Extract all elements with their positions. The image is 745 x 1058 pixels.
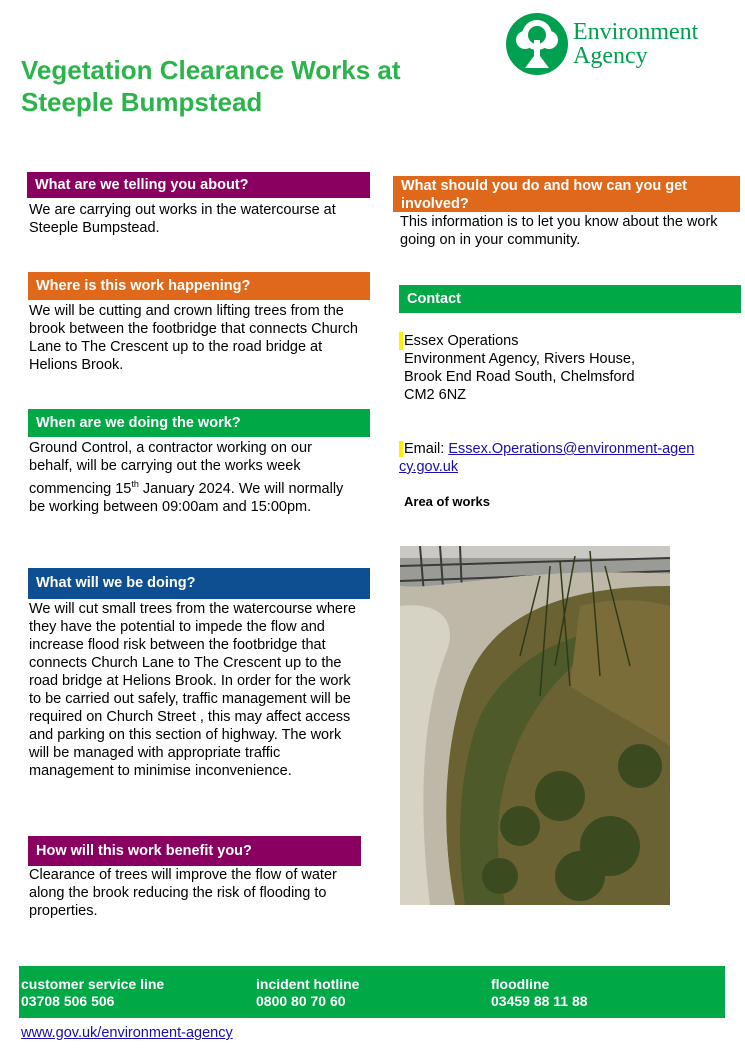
section-heading-should: What should you do and how can you get involved? xyxy=(393,176,740,212)
address-line-2: Environment Agency, Rivers House, xyxy=(404,351,636,367)
incident-hotline-number: 0800 80 70 60 xyxy=(256,993,346,1009)
customer-service-line xyxy=(21,976,164,1010)
contact-email xyxy=(399,440,699,476)
section-heading-where: Where is this work happening? xyxy=(28,272,370,300)
floodline xyxy=(491,976,588,1010)
tree-logo-icon xyxy=(505,12,569,76)
logo-line-1: Environment xyxy=(573,19,699,45)
contact-address xyxy=(399,332,719,404)
section-body-benefit: Clearance of trees will improve the flow of water along the brook reducing the risk of flooding to properties. xyxy=(29,867,337,919)
area-of-works-heading: Area of works xyxy=(404,494,490,509)
section-body-doing: We will cut small trees from the watercourse where they have the potential to impede the flow and increase flood risk between the footbridge that connects Church Lane to The Crescent up to the road bridge at Helions Brook. In order for the work to be carried out safely, traffic management will be required on Church Street , this may affect access and parking on this section of highway. The work will be managed with appropriate traffic management to minimise inconvenience. xyxy=(29,601,356,779)
section-heading-contact: Contact xyxy=(399,285,741,313)
section-heading-benefit: How will this work benefit you? xyxy=(28,836,361,866)
website-link[interactable]: www.gov.uk/environment-agency xyxy=(21,1025,233,1041)
customer-service-number: 03708 506 506 xyxy=(21,993,115,1009)
email-label: Email: xyxy=(399,441,448,457)
section-body-where: We will be cutting and crown lifting trees from the brook between the footbridge that connects Church Lane to The Crescent up to the road bridge at Helions Brook. xyxy=(29,303,358,373)
floodline-number: 03459 88 11 88 xyxy=(491,993,588,1009)
area-of-works-photo xyxy=(400,546,670,905)
section-heading-doing: What will we be doing? xyxy=(28,568,370,599)
section-body-telling: We are carrying out works in the watercourse at Steeple Bumpstead. xyxy=(29,202,336,236)
environment-agency-logo xyxy=(505,10,735,76)
page-title: Vegetation Clearance Works at Steeple Bumpstead xyxy=(21,55,401,117)
incident-hotline-label: incident hotline xyxy=(256,976,360,992)
address-line-1: Essex Operations xyxy=(399,332,719,350)
section-body-when: Ground Control, a contractor working on our behalf, will be carrying out the works week commencing 15th January 2024. We will normally be working between 09:00am and 15:00pm. xyxy=(29,440,344,515)
address-line-4: CM2 6NZ xyxy=(404,387,467,403)
incident-hotline xyxy=(256,976,359,1010)
footer-contact-bar xyxy=(19,966,725,1018)
floodline-label: floodline xyxy=(491,976,550,992)
section-heading-when: When are we doing the work? xyxy=(28,409,370,437)
email-link[interactable]: Essex.Operations@environment-agency.gov.uk xyxy=(399,441,695,475)
customer-service-label: customer service line xyxy=(21,976,165,992)
address-line-3: Brook End Road South, Chelmsford xyxy=(404,369,635,385)
section-body-should: This information is to let you know about the work going on in your community. xyxy=(400,214,718,248)
logo-line-2: Agency xyxy=(573,43,648,69)
section-heading-telling: What are we telling you about? xyxy=(27,172,370,198)
